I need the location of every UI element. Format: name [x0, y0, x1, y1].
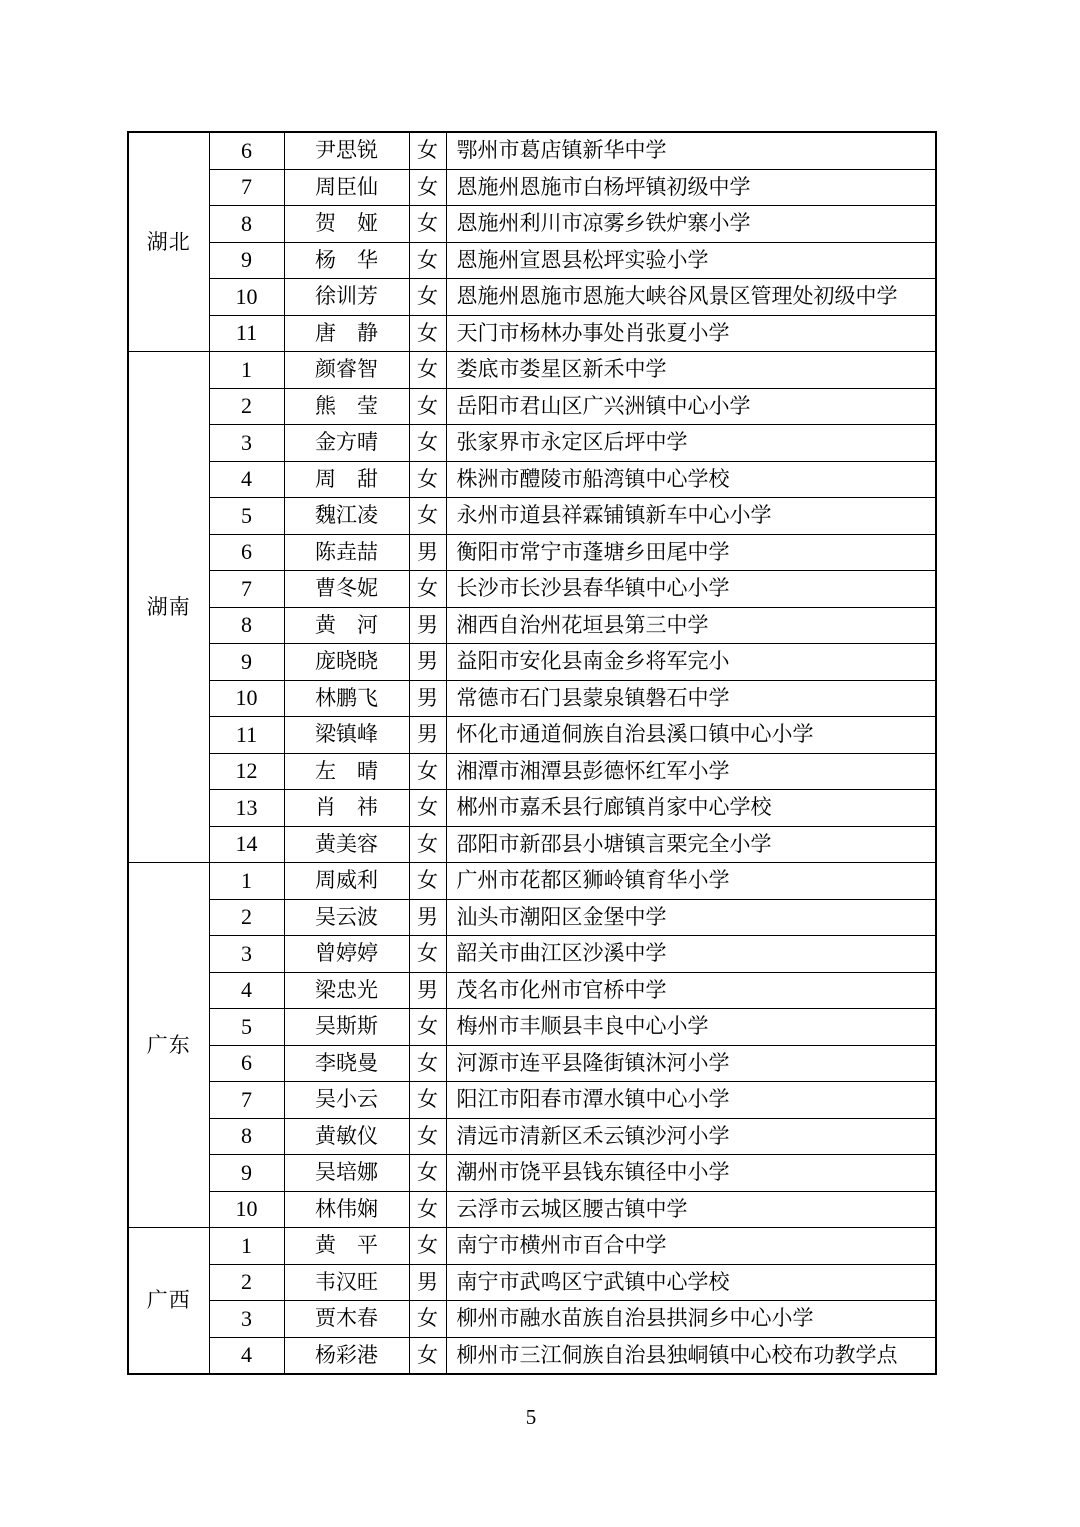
gender-cell: 男 [409, 534, 446, 571]
index-cell: 10 [209, 680, 284, 717]
school-cell: 南宁市武鸣区宁武镇中心学校 [446, 1264, 936, 1301]
index-cell: 4 [209, 1337, 284, 1374]
gender-cell: 女 [409, 1228, 446, 1265]
gender-cell: 女 [409, 1009, 446, 1046]
gender-cell: 女 [409, 753, 446, 790]
school-cell: 邵阳市新邵县小塘镇言栗完全小学 [446, 826, 936, 863]
table-row [128, 1082, 936, 1119]
index-cell: 6 [209, 534, 284, 571]
province-section [128, 352, 936, 863]
gender-cell: 女 [409, 1082, 446, 1119]
name-cell: 杨 华 [284, 242, 409, 279]
table-row [128, 680, 936, 717]
name-cell: 周威利 [284, 863, 409, 900]
school-cell: 清远市清新区禾云镇沙河小学 [446, 1118, 936, 1155]
school-cell: 茂名市化州市官桥中学 [446, 972, 936, 1009]
gender-cell: 女 [409, 315, 446, 352]
school-cell: 南宁市横州市百合中学 [446, 1228, 936, 1265]
name-cell: 黄美容 [284, 826, 409, 863]
school-cell: 郴州市嘉禾县行廊镇肖家中心学校 [446, 790, 936, 827]
table-row [128, 571, 936, 608]
index-cell: 2 [209, 388, 284, 425]
school-cell: 阳江市阳春市潭水镇中心小学 [446, 1082, 936, 1119]
table-row [128, 315, 936, 352]
name-cell: 梁镇峰 [284, 717, 409, 754]
table-row [128, 826, 936, 863]
table-row [128, 1228, 936, 1265]
table-row [128, 132, 936, 169]
school-cell: 柳州市三江侗族自治县独峒镇中心校布功教学点 [446, 1337, 936, 1374]
school-cell: 常德市石门县蒙泉镇磐石中学 [446, 680, 936, 717]
gender-cell: 女 [409, 826, 446, 863]
name-cell: 黄 河 [284, 607, 409, 644]
table-row [128, 644, 936, 681]
table-row [128, 717, 936, 754]
table-row [128, 972, 936, 1009]
gender-cell: 女 [409, 279, 446, 316]
school-cell: 益阳市安化县南金乡将军完小 [446, 644, 936, 681]
name-cell: 唐 静 [284, 315, 409, 352]
name-cell: 尹思锐 [284, 132, 409, 169]
gender-cell: 男 [409, 644, 446, 681]
name-cell: 梁忠光 [284, 972, 409, 1009]
table-row [128, 388, 936, 425]
index-cell: 5 [209, 498, 284, 535]
name-cell: 金方晴 [284, 425, 409, 462]
gender-cell: 女 [409, 169, 446, 206]
index-cell: 4 [209, 972, 284, 1009]
gender-cell: 女 [409, 388, 446, 425]
gender-cell: 女 [409, 863, 446, 900]
table-row [128, 1191, 936, 1228]
gender-cell: 男 [409, 680, 446, 717]
gender-cell: 女 [409, 1155, 446, 1192]
name-cell: 周 甜 [284, 461, 409, 498]
province-cell: 广西 [128, 1228, 209, 1375]
gender-cell: 男 [409, 899, 446, 936]
name-cell: 吴云波 [284, 899, 409, 936]
index-cell: 9 [209, 644, 284, 681]
gender-cell: 女 [409, 242, 446, 279]
gender-cell: 男 [409, 717, 446, 754]
table-row [128, 790, 936, 827]
table-row [128, 1118, 936, 1155]
gender-cell: 女 [409, 936, 446, 973]
table-row [128, 936, 936, 973]
school-cell: 娄底市娄星区新禾中学 [446, 352, 936, 389]
index-cell: 1 [209, 863, 284, 900]
gender-cell: 男 [409, 972, 446, 1009]
school-cell: 张家界市永定区后坪中学 [446, 425, 936, 462]
school-cell: 湘西自治州花垣县第三中学 [446, 607, 936, 644]
name-cell: 肖 祎 [284, 790, 409, 827]
table-row [128, 169, 936, 206]
gender-cell: 女 [409, 571, 446, 608]
name-cell: 黄 平 [284, 1228, 409, 1265]
index-cell: 2 [209, 899, 284, 936]
index-cell: 3 [209, 425, 284, 462]
index-cell: 10 [209, 1191, 284, 1228]
name-cell: 曹冬妮 [284, 571, 409, 608]
school-cell: 潮州市饶平县钱东镇径中小学 [446, 1155, 936, 1192]
table-row [128, 352, 936, 389]
name-cell: 熊 莹 [284, 388, 409, 425]
gender-cell: 女 [409, 1045, 446, 1082]
school-cell: 汕头市潮阳区金堡中学 [446, 899, 936, 936]
school-cell: 河源市连平县隆街镇沐河小学 [446, 1045, 936, 1082]
school-cell: 广州市花都区狮岭镇育华小学 [446, 863, 936, 900]
table-row [128, 461, 936, 498]
page-number: 5 [525, 1405, 537, 1429]
gender-cell: 女 [409, 1301, 446, 1338]
index-cell: 6 [209, 132, 284, 169]
index-cell: 13 [209, 790, 284, 827]
gender-cell: 女 [409, 498, 446, 535]
name-cell: 颜睿智 [284, 352, 409, 389]
table-row [128, 1264, 936, 1301]
index-cell: 8 [209, 1118, 284, 1155]
gender-cell: 女 [409, 206, 446, 243]
name-cell: 吴培娜 [284, 1155, 409, 1192]
school-cell: 岳阳市君山区广兴洲镇中心小学 [446, 388, 936, 425]
table-row [128, 753, 936, 790]
index-cell: 8 [209, 607, 284, 644]
table-row [128, 1337, 936, 1374]
name-cell: 李晓曼 [284, 1045, 409, 1082]
school-cell: 恩施州利川市凉雾乡铁炉寨小学 [446, 206, 936, 243]
index-cell: 10 [209, 279, 284, 316]
name-cell: 左 晴 [284, 753, 409, 790]
name-cell: 吴小云 [284, 1082, 409, 1119]
table-row [128, 607, 936, 644]
gender-cell: 女 [409, 1337, 446, 1374]
school-cell: 长沙市长沙县春华镇中心小学 [446, 571, 936, 608]
table-row [128, 425, 936, 462]
index-cell: 7 [209, 571, 284, 608]
index-cell: 4 [209, 461, 284, 498]
gender-cell: 女 [409, 461, 446, 498]
gender-cell: 女 [409, 425, 446, 462]
index-cell: 14 [209, 826, 284, 863]
gender-cell: 女 [409, 1118, 446, 1155]
school-cell: 恩施州恩施市恩施大峡谷风景区管理处初级中学 [446, 279, 936, 316]
index-cell: 7 [209, 1082, 284, 1119]
province-section [128, 132, 936, 352]
name-cell: 贺 娅 [284, 206, 409, 243]
index-cell: 12 [209, 753, 284, 790]
table-row [128, 863, 936, 900]
province-cell: 广东 [128, 863, 209, 1228]
name-cell: 徐训芳 [284, 279, 409, 316]
table-row [128, 1045, 936, 1082]
name-cell: 贾木春 [284, 1301, 409, 1338]
index-cell: 1 [209, 352, 284, 389]
gender-cell: 女 [409, 1191, 446, 1228]
school-cell: 衡阳市常宁市蓬塘乡田尾中学 [446, 534, 936, 571]
table-row [128, 242, 936, 279]
school-cell: 鄂州市葛店镇新华中学 [446, 132, 936, 169]
index-cell: 8 [209, 206, 284, 243]
table-row [128, 1009, 936, 1046]
gender-cell: 女 [409, 132, 446, 169]
gender-cell: 男 [409, 1264, 446, 1301]
name-cell: 韦汉旺 [284, 1264, 409, 1301]
roster-table [127, 131, 937, 1375]
province-cell: 湖南 [128, 352, 209, 863]
gender-cell: 男 [409, 607, 446, 644]
name-cell: 黄敏仪 [284, 1118, 409, 1155]
table-row [128, 899, 936, 936]
table-row [128, 1301, 936, 1338]
index-cell: 11 [209, 315, 284, 352]
school-cell: 柳州市融水苗族自治县拱洞乡中心小学 [446, 1301, 936, 1338]
school-cell: 湘潭市湘潭县彭德怀红军小学 [446, 753, 936, 790]
index-cell: 9 [209, 242, 284, 279]
index-cell: 3 [209, 1301, 284, 1338]
name-cell: 曾婷婷 [284, 936, 409, 973]
province-section [128, 1228, 936, 1375]
name-cell: 林伟娴 [284, 1191, 409, 1228]
province-section [128, 863, 936, 1228]
name-cell: 陈垚喆 [284, 534, 409, 571]
school-cell: 恩施州宣恩县松坪实验小学 [446, 242, 936, 279]
table-row [128, 206, 936, 243]
table-row [128, 534, 936, 571]
school-cell: 株洲市醴陵市船湾镇中心学校 [446, 461, 936, 498]
gender-cell: 女 [409, 352, 446, 389]
table-row [128, 498, 936, 535]
index-cell: 9 [209, 1155, 284, 1192]
index-cell: 6 [209, 1045, 284, 1082]
school-cell: 天门市杨林办事处肖张夏小学 [446, 315, 936, 352]
index-cell: 11 [209, 717, 284, 754]
name-cell: 魏江凌 [284, 498, 409, 535]
school-cell: 云浮市云城区腰古镇中学 [446, 1191, 936, 1228]
index-cell: 3 [209, 936, 284, 973]
school-cell: 永州市道县祥霖铺镇新车中心小学 [446, 498, 936, 535]
gender-cell: 女 [409, 790, 446, 827]
school-cell: 怀化市通道侗族自治县溪口镇中心小学 [446, 717, 936, 754]
index-cell: 5 [209, 1009, 284, 1046]
name-cell: 杨彩港 [284, 1337, 409, 1374]
name-cell: 吴斯斯 [284, 1009, 409, 1046]
school-cell: 梅州市丰顺县丰良中心小学 [446, 1009, 936, 1046]
table-row [128, 279, 936, 316]
name-cell: 庞晓晓 [284, 644, 409, 681]
index-cell: 1 [209, 1228, 284, 1265]
index-cell: 2 [209, 1264, 284, 1301]
table-row [128, 1155, 936, 1192]
name-cell: 林鹏飞 [284, 680, 409, 717]
school-cell: 韶关市曲江区沙溪中学 [446, 936, 936, 973]
school-cell: 恩施州恩施市白杨坪镇初级中学 [446, 169, 936, 206]
name-cell: 周臣仙 [284, 169, 409, 206]
index-cell: 7 [209, 169, 284, 206]
province-cell: 湖北 [128, 132, 209, 352]
